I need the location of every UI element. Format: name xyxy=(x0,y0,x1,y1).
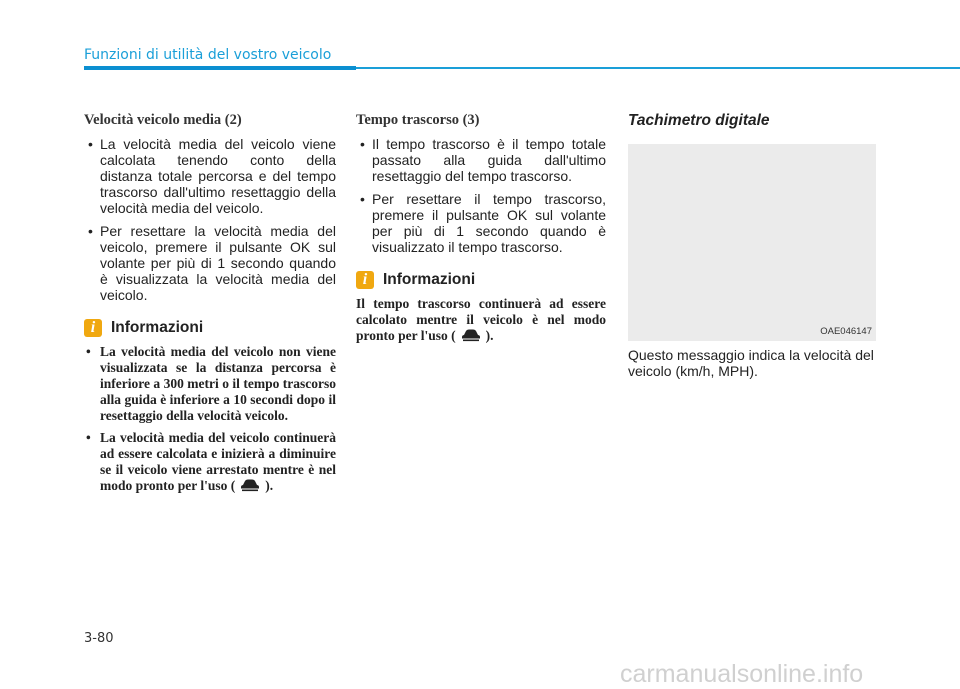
column-elapsed-time xyxy=(356,112,606,346)
section-heading: Velocità veicolo media (2) xyxy=(84,112,242,128)
list-item: • Per resettare il tempo trascorso, premere il pulsante OK sul volante per più di 1 secondo quando è visualizzato il tempo trascorso. xyxy=(356,191,606,255)
info-title: Informazioni xyxy=(383,271,476,288)
info-header xyxy=(356,271,606,289)
header-rule-thick xyxy=(84,66,356,70)
header-rule-thin xyxy=(356,67,960,69)
info-text-end: ). xyxy=(265,478,274,494)
info-text: La velocità media del veicolo continuerà ad essere calcolata e inizierà a diminuire se il veicolo viene arrestato mentre è nel modo pronto per l'uso ( xyxy=(100,430,336,494)
bullet-list xyxy=(356,136,606,255)
watermark: carmanualsonline.info xyxy=(620,660,864,688)
list-item: • Il tempo trascorso è il tempo totale passato alla guida dall'ultimo resettaggio del tempo trascorso. xyxy=(356,136,606,184)
section-heading: Tachimetro digitale xyxy=(628,112,770,129)
figure-code: OAE046147 xyxy=(820,326,872,337)
list-item xyxy=(84,430,336,496)
bullet-list xyxy=(84,136,336,303)
column-average-speed xyxy=(84,112,336,502)
header-title: Funzioni di utilità del vostro veicolo xyxy=(84,47,332,63)
info-icon: i xyxy=(356,271,374,289)
info-header xyxy=(84,319,336,337)
figure-caption: Questo messaggio indica la velocità del veicolo (km/h, MPH). xyxy=(628,347,874,379)
column-digital-speedometer xyxy=(628,112,878,379)
header-rule xyxy=(0,66,960,69)
list-item: • La velocità media del veicolo viene calcolata tenendo conto della distanza totale percorsa e del tempo trascorso dall'ultimo resettaggio della velocità media del veicolo. xyxy=(84,136,336,216)
section-heading: Tempo trascorso (3) xyxy=(356,112,480,128)
car-ready-icon xyxy=(460,328,482,346)
page-number: 3-80 xyxy=(84,631,114,646)
list-item: • La velocità media del veicolo non viene visualizzata se la distanza percorsa è inferiore a 300 metri o il tempo trascorso alla guida è inferiore a 10 secondi dopo il resettaggio della velocità veicolo. xyxy=(84,344,336,424)
list-item: • Per resettare la velocità media del veicolo, premere il pulsante OK sul volante per più di 1 secondo quando è visualizzata la velocità media del veicolo. xyxy=(84,223,336,303)
info-icon: i xyxy=(84,319,102,337)
info-text-end: ). xyxy=(485,328,494,344)
figure-image xyxy=(628,144,876,341)
info-paragraph xyxy=(356,296,606,346)
car-ready-icon xyxy=(239,478,261,496)
info-text: Il tempo trascorso continuerà ad essere calcolato mentre il veicolo è nel modo pronto per l'uso ( xyxy=(356,296,606,344)
info-title: Informazioni xyxy=(111,319,204,336)
info-list xyxy=(84,344,336,496)
